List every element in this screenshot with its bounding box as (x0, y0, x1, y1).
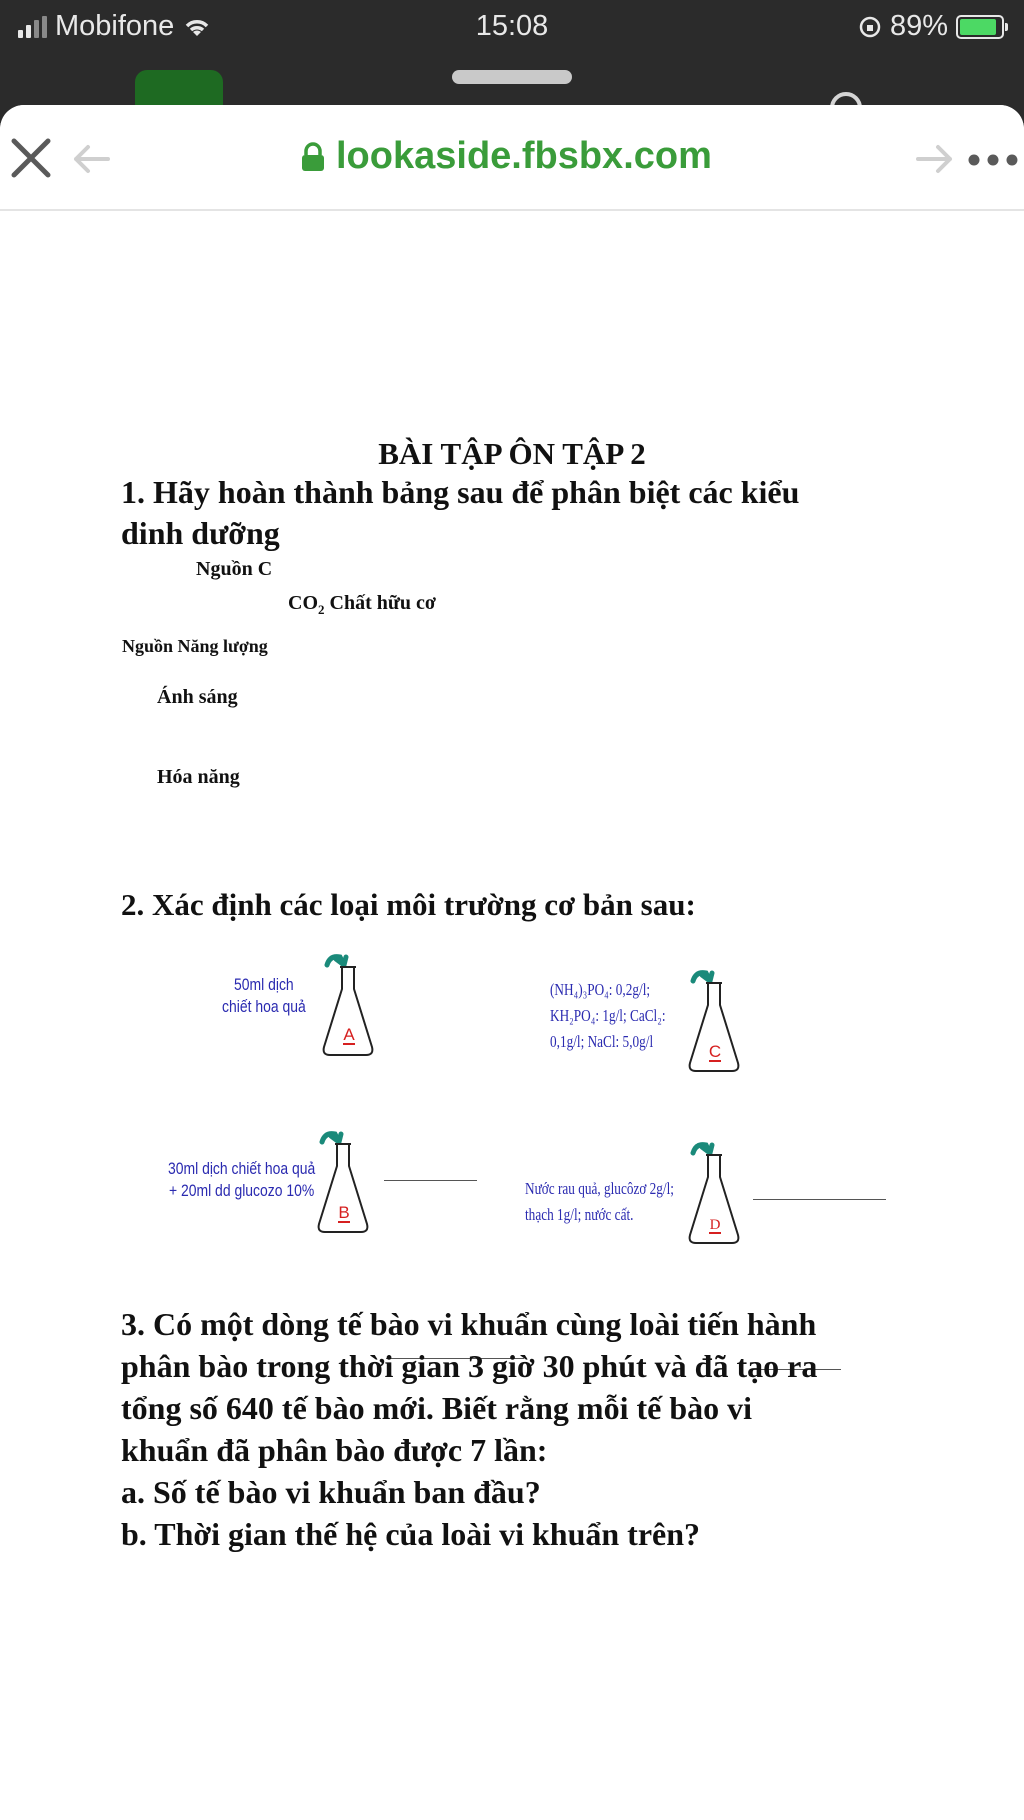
carbon-source-label: Nguồn C (196, 558, 273, 580)
close-icon[interactable] (8, 135, 54, 181)
flask-b-icon (313, 1130, 373, 1236)
light-label: Ánh sáng (157, 686, 238, 708)
q3-line3: tổng số 640 tế bào mới. Biết rằng mỗi tế bào vi (121, 1390, 753, 1426)
battery-icon (956, 15, 1004, 39)
co2-label: $CO_2$ Chất hữu cơ (288, 592, 436, 617)
q2-heading: 2. Xác định các loại môi trường cơ bản sau: (121, 887, 696, 922)
q3-line4: khuẩn đã phân bào được 7 lần: (121, 1432, 548, 1468)
q3-line2: phân bào trong thời gian 3 giờ 30 phút và đã tạo ra (121, 1348, 818, 1384)
back-arrow-icon[interactable] (68, 139, 114, 179)
clock: 15:08 (475, 10, 549, 42)
flask-c-icon (684, 969, 744, 1075)
q1-line1: 1. Hãy hoàn thành bảng sau để phân biệt các kiểu (121, 474, 800, 510)
page-title: BÀI TẬP ÔN TẬP 2 (378, 436, 646, 471)
flask-c-label: (NH₄)₃PO₄: 0,2g/l; KH₂PO₄: 1g/l; CaCl₂: 0,1g/l; NaCl: 5,0g/l (550, 980, 666, 1051)
carrier-name: Mobifone (55, 10, 175, 42)
flask-a-letter: A (343, 1025, 355, 1044)
flask-b-label: 30ml dịch chiết hoa quả + 20ml dd glucozo 10% (168, 1159, 316, 1200)
flask-d-letter: D (709, 1217, 721, 1233)
battery-percent: 89% (889, 10, 948, 42)
url-text: lookaside.fbsbx.com (336, 135, 712, 177)
flask-a-answer-line[interactable] (384, 1180, 477, 1181)
status-bar (0, 0, 1024, 52)
battery-group (858, 10, 1004, 43)
browser-sheet (0, 105, 1024, 1820)
q3-line1: 3. Có một dòng tế bào vi khuẩn cùng loài tiến hành (121, 1306, 817, 1342)
forward-arrow-icon[interactable] (912, 139, 958, 179)
flask-d-icon (684, 1141, 744, 1247)
lock-icon (300, 142, 326, 172)
flask-b-letter: B (338, 1203, 350, 1222)
flask-c-letter: C (708, 1042, 722, 1061)
flask-d-label: Nước rau quả, glucôzơ 2g/l; thạch 1g/l; nước cất. (525, 1179, 674, 1224)
flask-a-icon (318, 953, 378, 1059)
document-page (0, 211, 1024, 1820)
q3-part-b: b. Thời gian thế hệ của loài vi khuẩn trên? (121, 1516, 701, 1552)
flask-a-label: 50ml dịch chiết hoa quả (222, 975, 306, 1016)
q3-part-a: a. Số tế bào vi khuẩn ban đầu? (121, 1474, 541, 1510)
flask-c-answer-line[interactable] (753, 1199, 886, 1200)
sheet-grabber[interactable] (452, 70, 572, 84)
orientation-lock-icon (858, 15, 882, 39)
chemical-energy-label: Hóa năng (157, 766, 240, 788)
more-options-icon[interactable] (966, 153, 1020, 167)
organic-label: Chất hữu cơ (329, 592, 436, 614)
url-bar (0, 105, 1024, 211)
energy-source-label: Nguồn Năng lượng (122, 636, 268, 656)
q1-line2: dinh dưỡng (121, 515, 280, 551)
url-field[interactable] (300, 135, 712, 178)
